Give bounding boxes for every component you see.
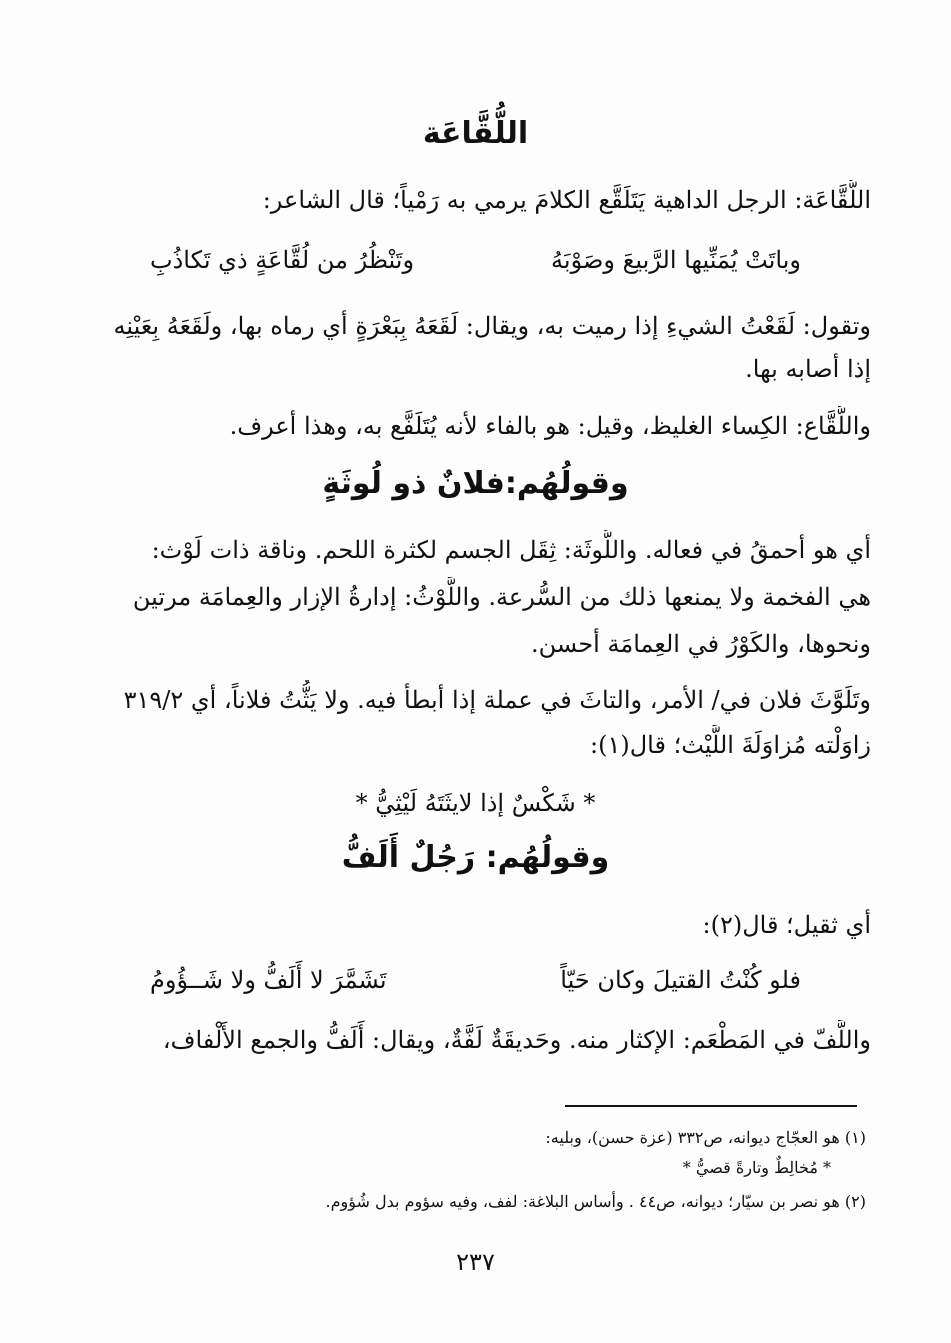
paragraph-line: اللُّقَّاعَة: الرجل الداهية يَتَلَقَّع الكلامَ يرمي به رَمْياً؛ قال الشاعر: (262, 186, 871, 214)
poetry-verse (150, 960, 801, 1000)
paragraph-line: أي ثقيل؛ قال(٢): (702, 911, 871, 939)
paragraph-line: أي هو أحمقُ في فعاله. واللُّوثَة: ثِقَل الجسم لكثرة اللحم. وناقة ذات لَوْث: (151, 536, 871, 564)
paragraph-line: إذا أصابه بها. (745, 355, 871, 383)
paragraph-line: زاوَلْته مُزاوَلَةَ اللَّيْث؛ قال(١): (590, 731, 871, 759)
quoted-verse: * شَكْسٌ إذا لايثَتَهُ لَيْثِيُّ * (355, 789, 596, 817)
paragraph-line: وتَلَوَّثَ فلان في/ الأمر، والتاثَ في عملة إذا أبطأ فيه. ولا يَثُّتُ فلاناً، أي ٣١٩/٢ (123, 686, 871, 714)
paragraph-line: واللُّقَّاع: الكِساء الغليظ، وقيل: هو بالفاء لأنه يُتَلَفَّع به، وهذا أعرف. (229, 412, 871, 440)
paragraph-line: واللَّفّ في المَطْعَم: الإكثار منه. وحَديقَةٌ لَفَّةٌ، ويقال: أَلَفُّ والجمع الأَلْفاف، (162, 1026, 871, 1054)
paragraph-line: ونحوها، والكَوْرُ في العِمامَة أحسن. (531, 630, 871, 658)
verse-first-hemistich: وباتَتْ يُمَنِّيها الرَّبيعَ وصَوْبَهُ (551, 246, 801, 274)
footnote-1: (١) هو العجّاج ديوانه، ص٣٣٢ (عزة حسن)، وبليه: (545, 1128, 866, 1147)
footnote-separator (565, 1105, 857, 1107)
verse-first-hemistich: فلو كُنْتُ القتيلَ وكان حَيّاً (560, 966, 801, 994)
paragraph-line: وتقول: لَقَعْتُ الشيءِ إذا رميت به، ويقال: لَقَعَهُ بِبَعْرَةٍ أي رماه بها، ولَقَعَهُ بِعَيْنِه (113, 312, 871, 340)
entry-heading-lutha: وقولُهُم:فلانٌ ذو لُوثَةٍ (322, 466, 629, 501)
page-number: ٢٣٧ (456, 1248, 495, 1276)
footnote-2: (٢) هو نصر بن سيّار؛ ديوانه، ص٤٤ . وأساس البلاغة: لفف، وفيه سؤوم بدل شُؤوم. (325, 1192, 866, 1211)
poetry-verse (150, 240, 801, 280)
footnote-1-verse: * مُخالِطٌ وتارةً قصيُّ * (682, 1158, 831, 1177)
verse-second-hemistich: وتَنْظُرُ من لُقَّاعَةٍ ذي تَكاذُبِ (150, 246, 415, 274)
entry-heading-alaff: وقولُهُم: رَجُلٌ أَلَفُّ (341, 840, 610, 875)
entry-heading-luqqaa: اللُّقَّاعَة (422, 116, 529, 151)
paragraph-line: هي الفخمة ولا يمنعها ذلك من السُّرعة. واللَّوْثُ: إدارةُ الإزار والعِمامَة مرتين (132, 583, 871, 611)
verse-second-hemistich: تَشَمَّرَ لا أَلَفُّ ولا شَــؤُومُ (150, 966, 387, 994)
